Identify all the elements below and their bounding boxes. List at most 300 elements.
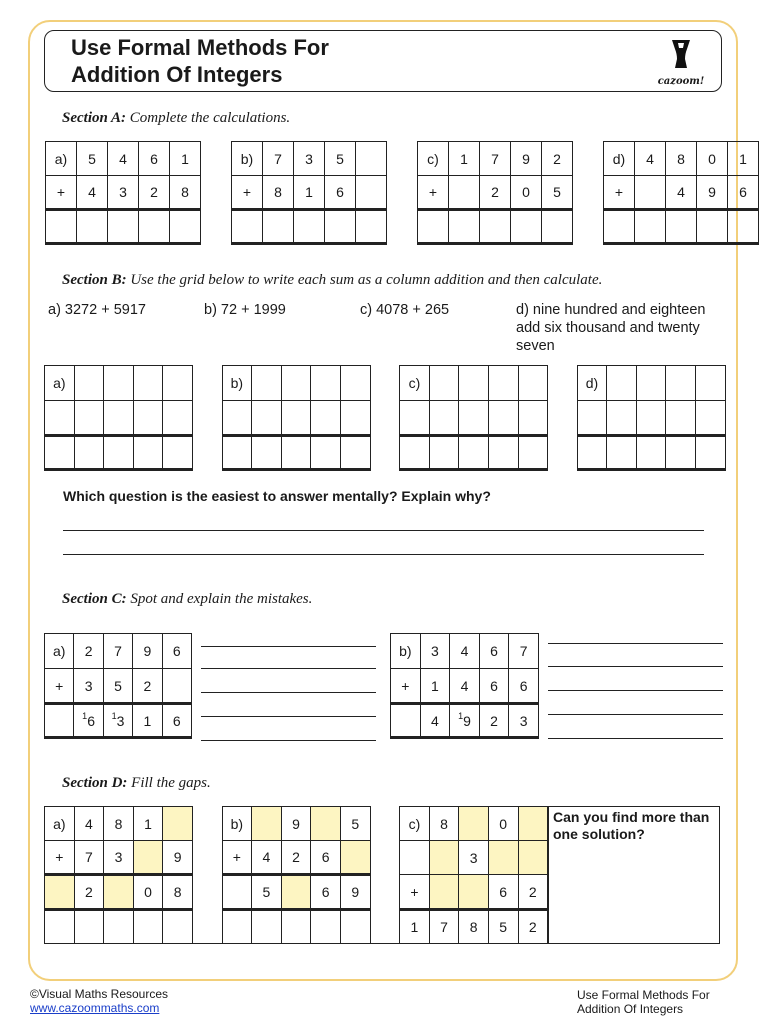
answer-cell[interactable] — [222, 401, 252, 436]
gap — [573, 142, 604, 176]
section-b-followup: Which question is the easiest to answer mentally? Explain why? — [63, 488, 491, 504]
answer-cell[interactable] — [281, 366, 311, 401]
cell: 5 — [340, 807, 370, 841]
cell: + — [604, 176, 635, 210]
grid-row — [45, 841, 548, 875]
answer-cell[interactable] — [518, 436, 548, 470]
cell: 8 — [170, 176, 201, 210]
cell: 4 — [77, 176, 108, 210]
answer-cell[interactable] — [666, 210, 697, 244]
answer-cell[interactable] — [170, 210, 201, 244]
cell: 7 — [429, 910, 459, 944]
cell: d) — [604, 142, 635, 176]
answer-cell[interactable] — [252, 436, 282, 470]
answer-cell[interactable] — [488, 401, 518, 436]
gap-cell[interactable] — [340, 841, 370, 875]
cell: 0 — [697, 142, 728, 176]
answer-cell[interactable] — [104, 910, 134, 944]
answer-cell[interactable] — [232, 210, 263, 244]
cell: 4 — [635, 142, 666, 176]
gap-cell[interactable] — [281, 875, 311, 910]
section-b-row-1 — [45, 366, 726, 401]
cell: 7 — [509, 634, 539, 669]
cell: 1 — [133, 704, 162, 738]
gap — [370, 401, 400, 436]
cell: 3 — [108, 176, 139, 210]
section-b-answer-row — [45, 436, 726, 470]
answer-cell[interactable] — [263, 210, 294, 244]
answer-line[interactable] — [548, 738, 723, 739]
answer-cell[interactable] — [281, 401, 311, 436]
cell: 9 — [281, 807, 311, 841]
cell: + — [45, 841, 75, 875]
answer-cell[interactable] — [696, 366, 726, 401]
digit: 6 — [87, 712, 95, 729]
gap — [370, 366, 400, 401]
gap — [201, 176, 232, 210]
label-cell: b) — [222, 366, 252, 401]
cell: 6 — [728, 176, 759, 210]
answer-line[interactable] — [63, 554, 704, 555]
cell: 5 — [77, 142, 108, 176]
question-b-b: b) 72 + 1999 — [204, 302, 286, 318]
answer-cell[interactable] — [222, 436, 252, 470]
gap — [370, 875, 400, 910]
answer-cell[interactable] — [429, 436, 459, 470]
gap — [192, 366, 222, 401]
section-a-answer-row — [46, 210, 759, 244]
grid-row — [45, 807, 548, 841]
answer-cell[interactable] — [281, 910, 311, 944]
cell: 6 — [311, 875, 341, 910]
answer-cell[interactable] — [108, 210, 139, 244]
gap — [201, 210, 232, 244]
cell: 5 — [325, 142, 356, 176]
answer-cell[interactable] — [418, 210, 449, 244]
label-cell: d) — [577, 366, 607, 401]
answer-cell[interactable] — [163, 910, 193, 944]
answer-cell[interactable] — [252, 910, 282, 944]
cell: 0 — [133, 875, 163, 910]
label-cell: c) — [400, 366, 430, 401]
cell: 9 — [163, 841, 193, 875]
gap-cell[interactable] — [104, 875, 134, 910]
cell: + — [45, 669, 74, 704]
answer-cell[interactable] — [449, 210, 480, 244]
cell — [391, 704, 421, 738]
section-a-instruction: Complete the calculations. — [129, 110, 291, 126]
cell: 8 — [263, 176, 294, 210]
cell: 9 — [133, 634, 162, 669]
cell: 7 — [480, 142, 511, 176]
answer-cell[interactable] — [311, 401, 341, 436]
cell: 2 — [542, 142, 573, 176]
cell: 6 — [162, 634, 191, 669]
section-a-heading — [62, 110, 290, 127]
cell: 6 — [162, 704, 191, 738]
grid-row — [45, 704, 192, 738]
answer-cell[interactable] — [696, 436, 726, 470]
answer-cell[interactable] — [666, 401, 696, 436]
answer-line[interactable] — [201, 646, 376, 647]
cell: 4 — [450, 669, 480, 704]
cell: 9 — [340, 875, 370, 910]
page-title — [71, 34, 329, 88]
cell: 4 — [252, 841, 282, 875]
carry-digit: 1 — [82, 710, 88, 721]
section-b-instruction: Use the grid below to write each sum as a column addition and then calculate. — [130, 272, 603, 288]
cell — [450, 704, 480, 738]
cell: 1 — [728, 142, 759, 176]
grid-row — [45, 669, 192, 704]
answer-cell[interactable] — [636, 436, 666, 470]
cell: 1 — [133, 807, 163, 841]
cell: 1 — [294, 176, 325, 210]
cell — [400, 841, 430, 875]
answer-line[interactable] — [201, 692, 376, 693]
cell — [222, 875, 252, 910]
answer-cell[interactable] — [488, 366, 518, 401]
answer-cell[interactable] — [697, 210, 728, 244]
footer-title-line-2: Addition Of Integers — [577, 1002, 684, 1016]
title-line-2: Addition Of Integers — [71, 62, 283, 87]
answer-cell[interactable] — [133, 366, 163, 401]
section-b-row-2 — [45, 401, 726, 436]
cell: c) — [400, 807, 430, 841]
section-a-row-1 — [46, 142, 759, 176]
cell: 7 — [263, 142, 294, 176]
section-d-note: Can you find more than one solution? — [548, 806, 720, 944]
logo-text: cazoom! — [657, 76, 705, 87]
grid-row — [45, 634, 192, 669]
cell: 8 — [666, 142, 697, 176]
gap — [192, 910, 222, 944]
answer-line[interactable] — [201, 716, 376, 717]
answer-cell[interactable] — [133, 436, 163, 470]
answer-cell[interactable] — [163, 436, 193, 470]
cell: 5 — [542, 176, 573, 210]
answer-cell[interactable] — [139, 210, 170, 244]
gap-cell[interactable] — [518, 807, 548, 841]
gap — [192, 807, 222, 841]
gap-cell[interactable] — [133, 841, 163, 875]
cell: a) — [45, 634, 74, 669]
answer-line[interactable] — [548, 666, 723, 667]
answer-cell[interactable] — [311, 436, 341, 470]
answer-cell[interactable] — [459, 436, 489, 470]
answer-cell[interactable] — [340, 436, 370, 470]
cell: 4 — [74, 807, 104, 841]
cell: 6 — [139, 142, 170, 176]
cell: 3 — [420, 634, 450, 669]
answer-cell[interactable] — [281, 436, 311, 470]
answer-cell[interactable] — [607, 436, 637, 470]
answer-cell[interactable] — [325, 210, 356, 244]
cell: 8 — [163, 875, 193, 910]
cell — [356, 176, 387, 210]
gap-cell[interactable] — [163, 807, 193, 841]
answer-cell[interactable] — [542, 210, 573, 244]
answer-cell[interactable] — [577, 401, 607, 436]
gap — [548, 401, 578, 436]
cell: 4 — [666, 176, 697, 210]
answer-cell[interactable] — [511, 210, 542, 244]
cell: 2 — [74, 875, 104, 910]
answer-cell[interactable] — [133, 401, 163, 436]
answer-cell[interactable] — [400, 436, 430, 470]
answer-cell[interactable] — [104, 366, 134, 401]
answer-cell[interactable] — [577, 436, 607, 470]
digit: 9 — [463, 712, 471, 729]
section-d-label: Section D: — [62, 775, 128, 791]
gap — [201, 142, 232, 176]
section-d-heading — [62, 775, 211, 792]
cell: + — [232, 176, 263, 210]
section-d-grid — [44, 806, 548, 944]
answer-cell[interactable] — [518, 401, 548, 436]
cell: 0 — [511, 176, 542, 210]
gap-cell[interactable] — [311, 807, 341, 841]
answer-cell[interactable] — [518, 366, 548, 401]
gap — [192, 841, 222, 875]
answer-cell[interactable] — [340, 366, 370, 401]
cell: 5 — [488, 910, 518, 944]
answer-cell[interactable] — [636, 366, 666, 401]
cell: 3 — [509, 704, 539, 738]
cell: 7 — [74, 841, 104, 875]
cell: c) — [418, 142, 449, 176]
footer-right — [577, 988, 710, 1016]
question-b-c: c) 4078 + 265 — [360, 302, 450, 318]
grid-row — [45, 875, 548, 910]
answer-cell[interactable] — [635, 210, 666, 244]
cell: + — [391, 669, 421, 704]
answer-cell[interactable] — [222, 910, 252, 944]
cell: 6 — [325, 176, 356, 210]
answer-cell[interactable] — [480, 210, 511, 244]
cell: a) — [46, 142, 77, 176]
cell: 4 — [420, 704, 450, 738]
section-a-row-2 — [46, 176, 759, 210]
cell: 3 — [104, 841, 134, 875]
gap-cell[interactable] — [459, 807, 489, 841]
digit: 3 — [116, 712, 125, 729]
cell: 6 — [488, 875, 518, 910]
cell: 5 — [103, 669, 132, 704]
gap-cell[interactable] — [252, 807, 282, 841]
cell — [74, 704, 103, 738]
gap-cell[interactable] — [429, 875, 459, 910]
cell — [103, 704, 132, 738]
answer-cell[interactable] — [400, 401, 430, 436]
grid-row — [45, 910, 548, 944]
cell: 1 — [420, 669, 450, 704]
cazoom-logo-icon — [670, 39, 692, 69]
answer-cell[interactable] — [429, 401, 459, 436]
cell — [356, 142, 387, 176]
gap-cell[interactable] — [488, 841, 518, 875]
cell: 6 — [479, 669, 509, 704]
footer-copyright: ©Visual Maths Resources — [30, 987, 169, 1001]
cell: 5 — [252, 875, 282, 910]
carry-digit: 1 — [458, 710, 464, 721]
answer-cell[interactable] — [74, 910, 104, 944]
cell: 4 — [450, 634, 480, 669]
gap — [370, 910, 400, 944]
answer-cell[interactable] — [46, 210, 77, 244]
gap — [387, 176, 418, 210]
answer-cell[interactable] — [459, 366, 489, 401]
answer-cell[interactable] — [666, 366, 696, 401]
answer-cell[interactable] — [340, 401, 370, 436]
cell: 6 — [479, 634, 509, 669]
gap — [192, 875, 222, 910]
cell: b) — [232, 142, 263, 176]
answer-cell[interactable] — [104, 401, 134, 436]
footer-title-line-1: Use Formal Methods For — [577, 988, 710, 1002]
answer-cell[interactable] — [604, 210, 635, 244]
cell: 1 — [449, 142, 480, 176]
gap-cell[interactable] — [429, 841, 459, 875]
answer-cell[interactable] — [252, 366, 282, 401]
cell: 3 — [294, 142, 325, 176]
answer-cell[interactable] — [77, 210, 108, 244]
gap — [548, 366, 578, 401]
cell: 0 — [488, 807, 518, 841]
answer-cell[interactable] — [607, 366, 637, 401]
answer-line[interactable] — [63, 530, 704, 531]
title-line-1: Use Formal Methods For — [71, 35, 329, 60]
cell: b) — [391, 634, 421, 669]
cazoom-logo — [655, 39, 707, 87]
footer-link[interactable]: www.cazoommaths.com — [30, 1001, 160, 1015]
cell: 8 — [459, 910, 489, 944]
label-cell: a) — [45, 366, 75, 401]
cell — [635, 176, 666, 210]
cell: 8 — [429, 807, 459, 841]
gap-cell[interactable] — [45, 875, 75, 910]
cell: 3 — [74, 669, 103, 704]
gap — [370, 807, 400, 841]
answer-cell[interactable] — [666, 436, 696, 470]
answer-line[interactable] — [201, 740, 376, 741]
answer-cell[interactable] — [104, 436, 134, 470]
cell: 9 — [697, 176, 728, 210]
answer-cell[interactable] — [728, 210, 759, 244]
section-c-b-grid — [390, 633, 539, 739]
title-box — [44, 30, 722, 92]
section-c-a-grid — [44, 633, 192, 739]
answer-cell[interactable] — [311, 910, 341, 944]
answer-cell[interactable] — [459, 401, 489, 436]
grid-row — [391, 634, 539, 669]
answer-line[interactable] — [548, 714, 723, 715]
gap-cell[interactable] — [518, 841, 548, 875]
answer-cell[interactable] — [163, 366, 193, 401]
answer-cell[interactable] — [607, 401, 637, 436]
section-c-label: Section C: — [62, 591, 127, 607]
answer-cell[interactable] — [74, 401, 104, 436]
cell: 2 — [479, 704, 509, 738]
cell — [162, 669, 191, 704]
cell: 2 — [74, 634, 103, 669]
cell: 2 — [480, 176, 511, 210]
cell: 3 — [459, 841, 489, 875]
answer-cell[interactable] — [488, 436, 518, 470]
cell: + — [46, 176, 77, 210]
section-b-grid — [44, 365, 726, 471]
answer-cell[interactable] — [163, 401, 193, 436]
gap — [573, 176, 604, 210]
cell: 2 — [133, 669, 162, 704]
section-d-instruction: Fill the gaps. — [131, 775, 211, 791]
cell: 2 — [281, 841, 311, 875]
cell: 2 — [139, 176, 170, 210]
answer-cell[interactable] — [356, 210, 387, 244]
carry-digit: 1 — [111, 710, 117, 721]
answer-cell[interactable] — [45, 436, 75, 470]
section-a-label: Section A: — [62, 110, 127, 126]
cell: + — [400, 875, 430, 910]
answer-line[interactable] — [201, 668, 376, 669]
cell: 1 — [400, 910, 430, 944]
gap — [387, 210, 418, 244]
gap — [370, 841, 400, 875]
answer-cell[interactable] — [429, 366, 459, 401]
cell: 2 — [518, 910, 548, 944]
cell: 6 — [311, 841, 341, 875]
cell: 7 — [103, 634, 132, 669]
answer-cell[interactable] — [252, 401, 282, 436]
answer-cell[interactable] — [636, 401, 666, 436]
question-b-d: d) nine hundred and eighteen add six thousand and twenty seven — [516, 302, 706, 354]
answer-cell[interactable] — [45, 910, 75, 944]
answer-cell[interactable] — [294, 210, 325, 244]
cell: 2 — [518, 875, 548, 910]
grid-row — [391, 704, 539, 738]
cell: b) — [222, 807, 252, 841]
gap — [548, 436, 578, 470]
cell: + — [222, 841, 252, 875]
gap — [370, 436, 400, 470]
cell: a) — [45, 807, 75, 841]
gap — [192, 401, 222, 436]
cell: 4 — [108, 142, 139, 176]
section-a-grid — [45, 141, 759, 245]
answer-cell[interactable] — [74, 366, 104, 401]
gap-cell[interactable] — [459, 875, 489, 910]
cell: + — [418, 176, 449, 210]
answer-cell[interactable] — [74, 436, 104, 470]
cell: 6 — [509, 669, 539, 704]
section-c-heading — [62, 591, 312, 608]
answer-cell[interactable] — [311, 366, 341, 401]
answer-cell[interactable] — [340, 910, 370, 944]
cell: 1 — [170, 142, 201, 176]
cell: 8 — [104, 807, 134, 841]
gap — [573, 210, 604, 244]
answer-cell[interactable] — [133, 910, 163, 944]
gap — [387, 142, 418, 176]
answer-cell[interactable] — [45, 401, 75, 436]
cell — [449, 176, 480, 210]
grid-row — [391, 669, 539, 704]
answer-line[interactable] — [548, 690, 723, 691]
gap — [192, 436, 222, 470]
section-c-instruction: Spot and explain the mistakes. — [130, 591, 313, 607]
answer-line[interactable] — [548, 643, 723, 644]
answer-cell[interactable] — [696, 401, 726, 436]
